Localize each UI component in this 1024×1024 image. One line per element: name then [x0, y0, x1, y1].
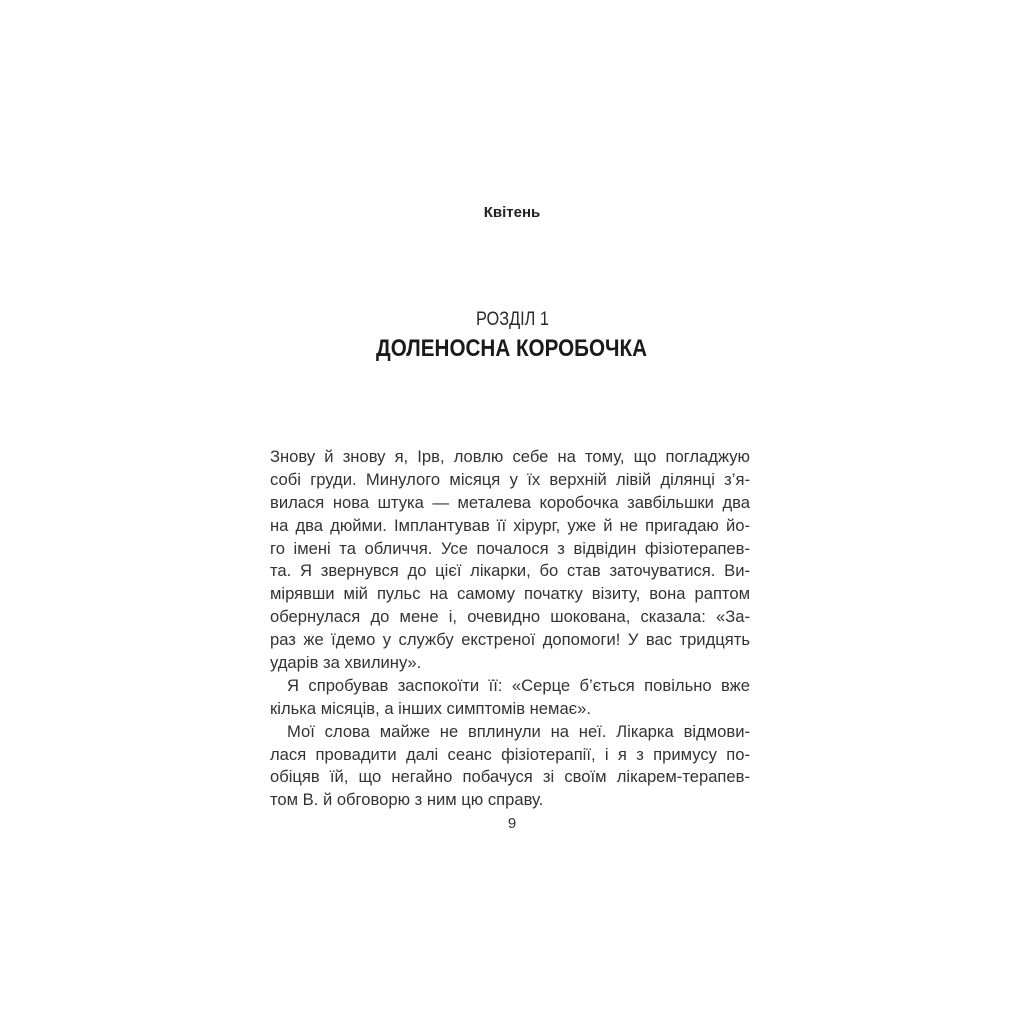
section-month-heading: Квітень: [483, 204, 541, 221]
text-line: ударів за хвилину».: [270, 653, 422, 673]
paragraph: [270, 446, 750, 675]
text-line: кілька місяців, а інших симптомів немає».: [270, 698, 591, 718]
text-line: го імені та обличчя. Усе почалося з відвідин фізіотерапев-: [270, 538, 750, 558]
text-line: обернулася до мене і, очевидно шокована, сказала: «За-: [270, 607, 750, 627]
chapter-number-text: РОЗДІЛ 1: [475, 309, 549, 330]
text-line: мірявши мій пульс на самому початку візиту, вона раптом: [270, 584, 750, 604]
text-line: раз же їдемо у службу екстреної допомоги! У вас тридцять: [270, 630, 750, 650]
text-line: Мої слова майже не вплинули на неї. Лікарка відмови-: [287, 721, 750, 741]
chapter-title-text: ДОЛЕНОСНА КОРОБОЧКА: [376, 335, 648, 362]
text-line: та. Я звернувся до цієї лікарки, бо став заточуватися. Ви-: [270, 561, 750, 581]
text-line: том В. й обговорю з ним цю справу.: [270, 790, 544, 810]
paragraph: [270, 675, 750, 721]
text-line: Знову й знову я, Ірв, ловлю себе на тому, що погладжую: [270, 447, 750, 466]
text-line: собі груди. Минулого місяця у їх верхній лівій ділянці з’я-: [270, 469, 750, 489]
body-text: [270, 446, 750, 812]
page-number: 9: [507, 815, 517, 832]
text-line: вилася нова штука — металева коробочка завбільшки два: [270, 492, 750, 512]
text-line: Я спробував заспокоїти її: «Серце б’ється повільно вже: [287, 675, 750, 695]
text-line: на два дюйми. Імплантував її хірург, уже й не пригадаю йо-: [270, 515, 750, 535]
paragraph: [270, 721, 750, 813]
text-line: обіцяв їй, що негайно побачуся зі своїм лікарем-терапев-: [270, 767, 750, 787]
chapter-number: [0, 309, 1024, 331]
text-line: лася провадити далі сеанс фізіотерапії, і я з примусу по-: [270, 744, 750, 764]
chapter-title: [0, 335, 1024, 363]
